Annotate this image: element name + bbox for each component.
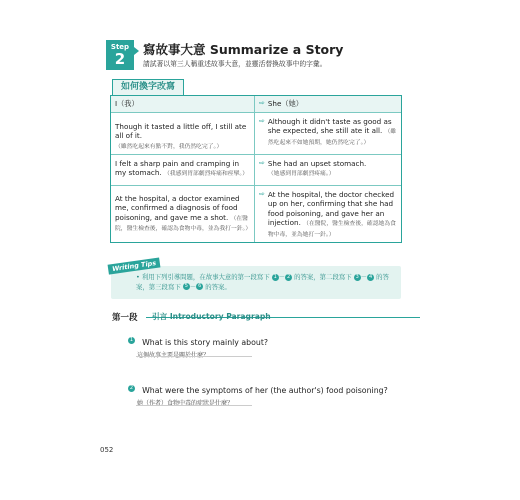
- question-en: What is this story mainly about?: [142, 338, 269, 347]
- table-row: [111, 186, 401, 242]
- cell-en: At the hospital, a doctor examined me, confirmed a diagnosis of food poisoning, and gave me a shot.: [115, 193, 240, 222]
- number-marker: 3: [355, 273, 359, 280]
- tips-dash: －: [360, 273, 368, 281]
- cell-en: I felt a sharp pain and cramping in my stomach.: [115, 158, 240, 177]
- number-marker: 4: [368, 273, 373, 280]
- rewrite-table: [110, 95, 402, 243]
- cell-en: Although it didn't taste as good as she expected, she still ate it all.: [267, 116, 392, 135]
- step-badge: [106, 40, 134, 70]
- cell-en: She had an upset stomach.: [267, 158, 367, 168]
- table-row: [111, 113, 401, 155]
- bullet-icon: •: [136, 273, 142, 281]
- header-right-cell: [255, 96, 401, 112]
- step-subtitle: 請試著以第三人稱重述故事大意，並靈活替換故事中的字彙。: [143, 60, 327, 68]
- step-number: 2: [114, 50, 126, 68]
- writing-tips-label: Writing Tips: [108, 257, 161, 274]
- table-cell-right: [255, 155, 401, 185]
- tips-text-part: 的答案。: [205, 282, 231, 291]
- section-title-zh: 引言: [152, 312, 168, 321]
- tips-text-part: 的答案，第二段寫下: [294, 273, 352, 281]
- cell-zh: （我感到胃部劇烈疼痛和痙攣。）: [164, 171, 249, 177]
- tips-text-part: 的答案，第三段寫下: [136, 273, 389, 291]
- table-cell-left: [111, 186, 255, 242]
- step-word: Step: [110, 43, 130, 51]
- table-cell-left: [111, 155, 255, 185]
- cell-zh: （她感到胃部劇烈疼痛。）: [267, 171, 335, 177]
- rewrite-tab-label: 如何換字改寫: [112, 79, 184, 95]
- table-row: [111, 155, 401, 186]
- cell-zh: （在醫院，醫生檢查後，確認她為食物中毒，並為她打一針。）: [267, 221, 396, 238]
- table-cell-left: [111, 113, 255, 154]
- number-marker: 1: [273, 273, 277, 280]
- number-marker: 6: [198, 283, 202, 290]
- page-number: 052: [100, 446, 114, 454]
- table-header-row: [111, 96, 401, 113]
- question-en: What were the symptoms of her (the author's) food poisoning?: [142, 386, 388, 395]
- cell-en: Though it tasted a little off, I still ate all of it.: [115, 121, 247, 140]
- tips-dash: －: [189, 282, 197, 291]
- number-marker: 2: [286, 273, 291, 280]
- question-number: 1: [129, 337, 134, 343]
- table-cell-right: [255, 186, 401, 242]
- cell-zh: （雖然吃起來不如她預期，她仍然吃完了。）: [267, 129, 397, 146]
- header-left-cell: I（我）: [111, 96, 255, 112]
- question-zh: 這個故事主要是關於什麼？: [137, 352, 210, 359]
- step-title: 寫故事大意 Summarize a Story: [143, 42, 344, 57]
- arrow-right-icon: ⇨: [259, 189, 265, 198]
- question-zh: 她（作者）食物中毒的症狀是什麼？: [137, 400, 234, 407]
- answer-line[interactable]: [136, 405, 252, 406]
- section-title: [152, 311, 271, 322]
- question-number: 2: [129, 385, 134, 391]
- arrow-right-icon: ⇨: [259, 116, 265, 125]
- number-marker: 5: [184, 283, 188, 290]
- arrow-right-icon: ⇨: [259, 99, 265, 107]
- table-cell-right: [255, 113, 401, 154]
- answer-line[interactable]: [136, 356, 252, 357]
- question-item: [128, 378, 388, 407]
- question-item: [128, 330, 268, 359]
- header-right-label: She（她）: [267, 99, 303, 108]
- section-number: 第一段: [112, 313, 138, 323]
- writing-tips-text: [136, 273, 394, 292]
- cell-en: At the hospital, the doctor checked up on her, confirming that she had food poisoning, and gave her an injection.: [267, 189, 395, 227]
- cell-zh: （在醫院，醫生檢查後，確認為食物中毒，並為我打一針。）: [115, 215, 252, 233]
- section-title-en: Introductory Paragraph: [169, 312, 271, 321]
- cell-zh: （雖然吃起來有點不對，我仍然吃完了。）: [115, 143, 223, 150]
- step-arrow-icon: [134, 47, 139, 55]
- tips-dash: －: [278, 273, 286, 281]
- arrow-right-icon: ⇨: [259, 158, 265, 167]
- tips-text-part: 利用下列引導問題，在故事大意的第一段寫下: [141, 273, 270, 281]
